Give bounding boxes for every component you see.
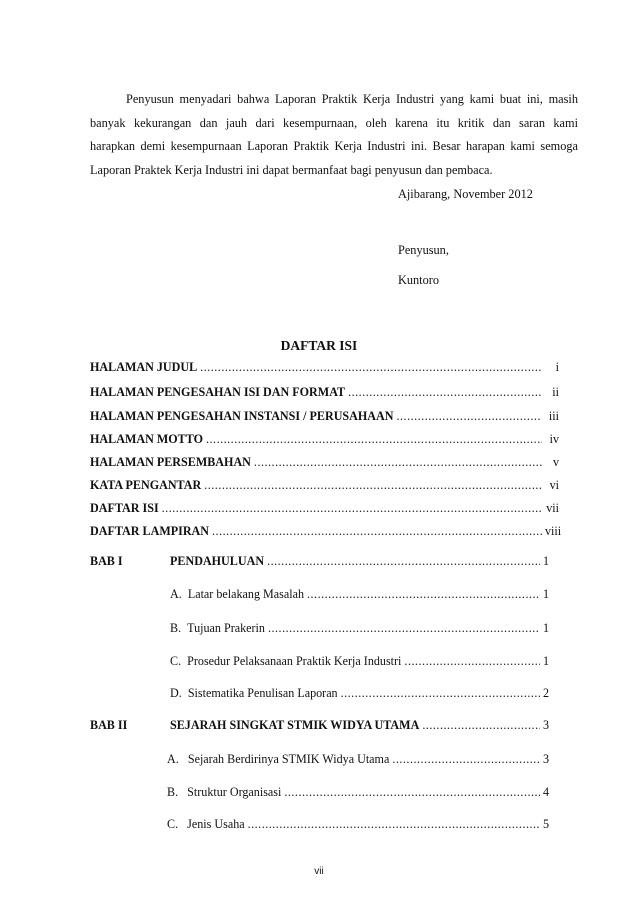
- section-entry: [167, 817, 549, 832]
- section-page: 3: [542, 752, 549, 766]
- toc-entry: [90, 524, 562, 540]
- paragraph-line: Laporan Praktek Kerja Industri ini dapat bermanfaat bagi penyusun dan pembaca.: [90, 162, 493, 177]
- dot-leader: [348, 385, 542, 400]
- section-mark: A.: [170, 587, 182, 601]
- section-mark: B.: [167, 785, 179, 799]
- section-entry: [167, 785, 549, 800]
- section-label: Struktur Organisasi: [187, 785, 282, 799]
- dot-leader: [162, 501, 542, 516]
- section-entry: [170, 654, 549, 669]
- chapter-code: BAB II: [90, 718, 128, 732]
- signature-role: Penyusun,: [398, 243, 449, 257]
- section-mark: C.: [167, 817, 179, 831]
- chapter-title: PENDAHULUAN: [170, 554, 265, 568]
- paragraph-line: banyak kekurangan dan jauh dari kesempurnaan, oleh karena itu kritik dan saran kami: [90, 115, 578, 130]
- dot-leader: [212, 524, 542, 539]
- toc-entry: [90, 409, 559, 425]
- toc-entry: [90, 432, 559, 448]
- section-label: Sistematika Penulisan Laporan: [187, 686, 338, 700]
- toc-entry-page: ii: [552, 385, 559, 399]
- toc-title: DAFTAR ISI: [280, 338, 358, 353]
- chapter-code: BAB I: [90, 554, 123, 568]
- section-page: 1: [542, 587, 549, 601]
- dot-leader: [307, 587, 540, 602]
- dot-leader: [200, 360, 542, 375]
- section-mark: B.: [170, 621, 182, 635]
- section-page: 2: [542, 686, 549, 700]
- section-entry: [170, 621, 549, 636]
- closing-paragraph: [90, 88, 578, 182]
- toc-entry: [90, 455, 559, 471]
- section-page: 1: [542, 654, 549, 668]
- section-label: Prosedur Pelaksanaan Praktik Kerja Industri: [187, 654, 402, 668]
- section-page: 4: [542, 785, 549, 799]
- dot-leader: [204, 478, 542, 493]
- toc-entry-label: HALAMAN MOTTO: [90, 432, 203, 446]
- section-entry: [167, 752, 549, 767]
- section-mark: A.: [167, 752, 179, 766]
- dot-leader: [206, 432, 542, 447]
- dot-leader: [267, 554, 540, 569]
- paragraph-line: harapkan demi kesempurnaan Laporan Praktik Kerja Industri ini. Besar harapan kami semoga: [90, 139, 578, 153]
- toc-entry-page: vi: [549, 478, 559, 492]
- section-page: 5: [542, 817, 549, 831]
- section-page: 1: [542, 621, 549, 635]
- toc-entry-page: iii: [548, 409, 559, 423]
- toc-entry-label: HALAMAN PENGESAHAN ISI DAN FORMAT: [90, 385, 346, 399]
- chapter-entry: [170, 554, 549, 569]
- toc-entry-page: v: [552, 455, 559, 469]
- chapter-page: 1: [542, 554, 549, 568]
- section-mark: D.: [170, 686, 182, 700]
- chapter-title: SEJARAH SINGKAT STMIK WIDYA UTAMA: [170, 718, 420, 732]
- signature-place-date: Ajibarang, November 2012: [398, 187, 533, 201]
- paragraph-line: Penyusun menyadari bahwa Laporan Praktik Kerja Industri yang kami buat ini, masih: [126, 92, 578, 106]
- dot-leader: [248, 817, 540, 832]
- toc-entry: [90, 360, 559, 376]
- section-entry: [170, 686, 549, 701]
- signature-name: Kuntoro: [398, 273, 439, 287]
- toc-entry: [90, 385, 559, 401]
- toc-entry-label: DAFTAR ISI: [90, 501, 159, 515]
- chapter-entry: [170, 718, 549, 733]
- toc-entry-label: HALAMAN PERSEMBAHAN: [90, 455, 251, 469]
- toc-entry-label: HALAMAN PENGESAHAN INSTANSI / PERUSAHAAN: [90, 409, 394, 423]
- toc-entry: [90, 478, 559, 494]
- toc-entry-page: vii: [546, 501, 559, 515]
- toc-entry-page: viii: [545, 524, 562, 538]
- section-label: Tujuan Prakerin: [187, 621, 265, 635]
- section-label: Sejarah Berdirinya STMIK Widya Utama: [187, 752, 390, 766]
- toc-entry: [90, 501, 559, 517]
- section-entry: [170, 587, 549, 602]
- dot-leader: [392, 752, 540, 767]
- dot-leader: [397, 409, 543, 424]
- dot-leader: [422, 718, 540, 733]
- toc-entry-page: i: [555, 360, 559, 374]
- page-number: vii: [314, 866, 324, 877]
- toc-entry-label: HALAMAN JUDUL: [90, 360, 198, 374]
- section-label: Jenis Usaha: [187, 817, 245, 831]
- section-mark: C.: [170, 654, 182, 668]
- dot-leader: [268, 621, 540, 636]
- dot-leader: [404, 654, 540, 669]
- dot-leader: [341, 686, 540, 701]
- chapter-page: 3: [542, 718, 549, 732]
- dot-leader: [284, 785, 540, 800]
- toc-entry-page: iv: [549, 432, 559, 446]
- toc-entry-label: DAFTAR LAMPIRAN: [90, 524, 210, 538]
- toc-entry-label: KATA PENGANTAR: [90, 478, 202, 492]
- dot-leader: [254, 455, 542, 470]
- section-label: Latar belakang Masalah: [187, 587, 304, 601]
